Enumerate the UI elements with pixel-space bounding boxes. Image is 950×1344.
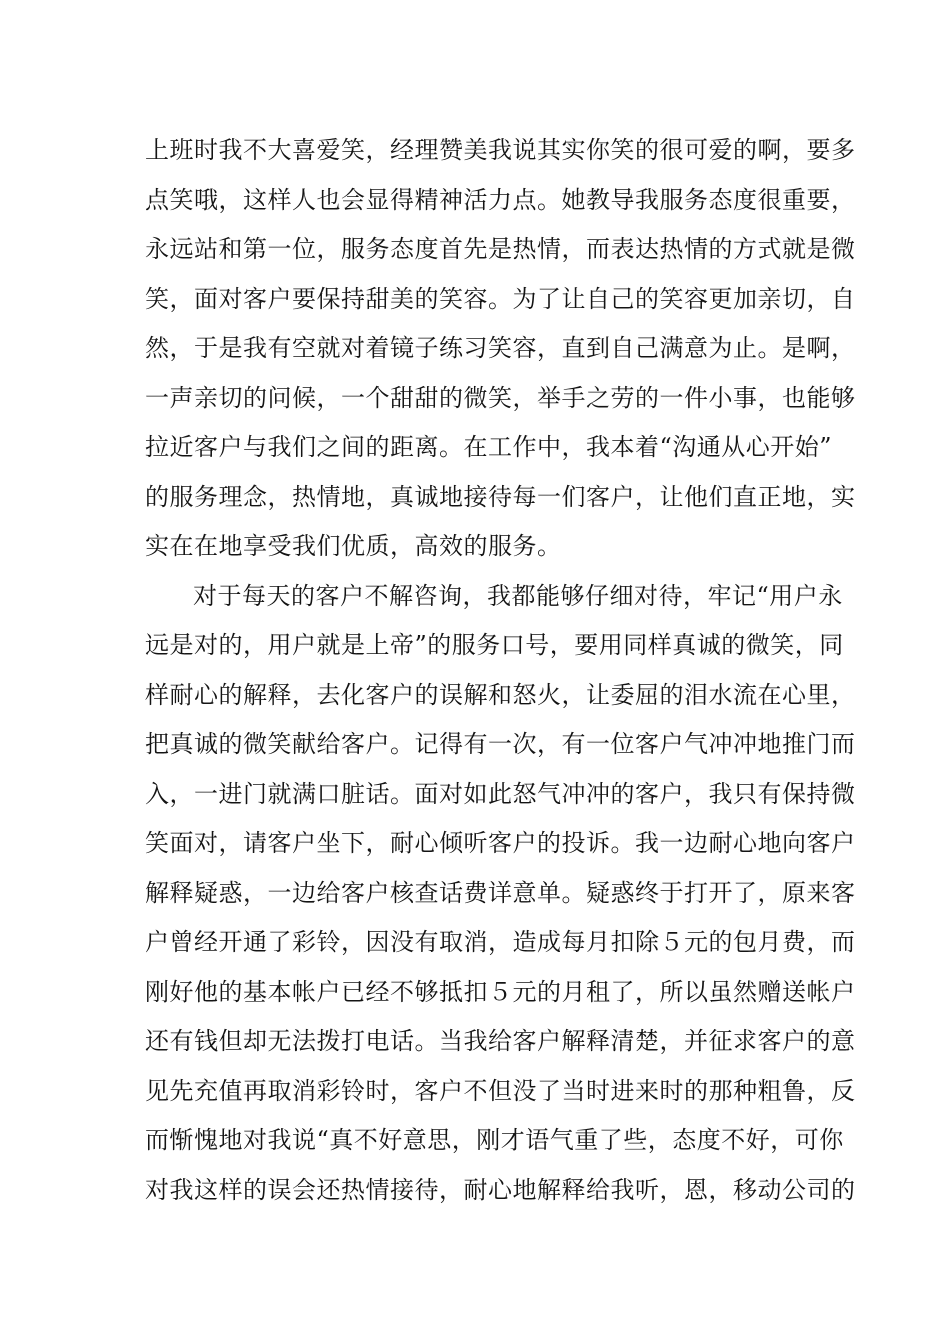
text-line: 而惭愧地对我说“真不好意思，刚才语气重了些，态度不好，可你 (145, 1126, 844, 1154)
text-line: 见先充值再取消彩铃时，客户不但没了当时进来时的那种粗鲁，反 (145, 1076, 856, 1105)
text-line: 刚好他的基本帐户已经不够抵扣５元的月租了，所以虽然赠送帐户 (145, 977, 856, 1006)
text-line: 解释疑惑，一边给客户核查话费详意单。疑惑终于打开了，原来客 (145, 878, 856, 907)
body-text (145, 126, 856, 1215)
paragraph-1 (145, 126, 856, 572)
text-line: 入，一进门就满口脏话。面对如此怒气冲冲的客户，我只有保持微 (145, 779, 856, 808)
text-line: 样耐心的解释，去化客户的误解和怒火，让委屈的泪水流在心里， (145, 680, 856, 709)
text-line: 点笑哦，这样人也会显得精神活力点。她教导我服务态度很重要， (145, 185, 856, 214)
text-line: 还有钱但却无法拨打电话。当我给客户解释清楚，并征求客户的意 (145, 1027, 856, 1055)
text-line: 对我这样的误会还热情接待，耐心地解释给我听，恩，移动公司的 (145, 1175, 856, 1204)
text-line: 然，于是我有空就对着镜子练习笑容，直到自己满意为止。是啊， (145, 334, 856, 362)
text-line: 永远站和第一位，服务态度首先是热情，而表达热情的方式就是微 (145, 235, 856, 263)
text-line: 户曾经开通了彩铃，因没有取消，造成每月扣除５元的包月费，而 (145, 928, 856, 956)
text-line: 一声亲切的问候，一个甜甜的微笑，举手之劳的一件小事，也能够 (145, 383, 856, 412)
paragraph-2 (145, 572, 856, 1216)
text-line: 上班时我不大喜爱笑，经理赞美我说其实你笑的很可爱的啊，要多 (145, 136, 856, 164)
text-line: 笑面对，请客户坐下，耐心倾听客户的投诉。我一边耐心地向客户 (145, 829, 856, 857)
text-line: 拉近客户与我们之间的距离。在工作中，我本着“沟通从心开始” (145, 433, 833, 461)
text-line: 把真诚的微笑献给客户。记得有一次，有一位客户气冲冲地推门而 (145, 730, 856, 758)
text-line: 对于每天的客户不解咨询，我都能够仔细对待，牢记“用户永 (193, 581, 843, 610)
text-line: 远是对的，用户就是上帝”的服务口号，要用同样真诚的微笑，同 (145, 631, 844, 659)
text-line: 的服务理念，热情地，真诚地接待每一们客户，让他们直正地，实 (145, 482, 856, 511)
text-line: 笑，面对客户要保持甜美的笑容。为了让自己的笑容更加亲切，自 (145, 284, 856, 313)
text-line: 实在在地享受我们优质，高效的服务。 (145, 532, 562, 560)
